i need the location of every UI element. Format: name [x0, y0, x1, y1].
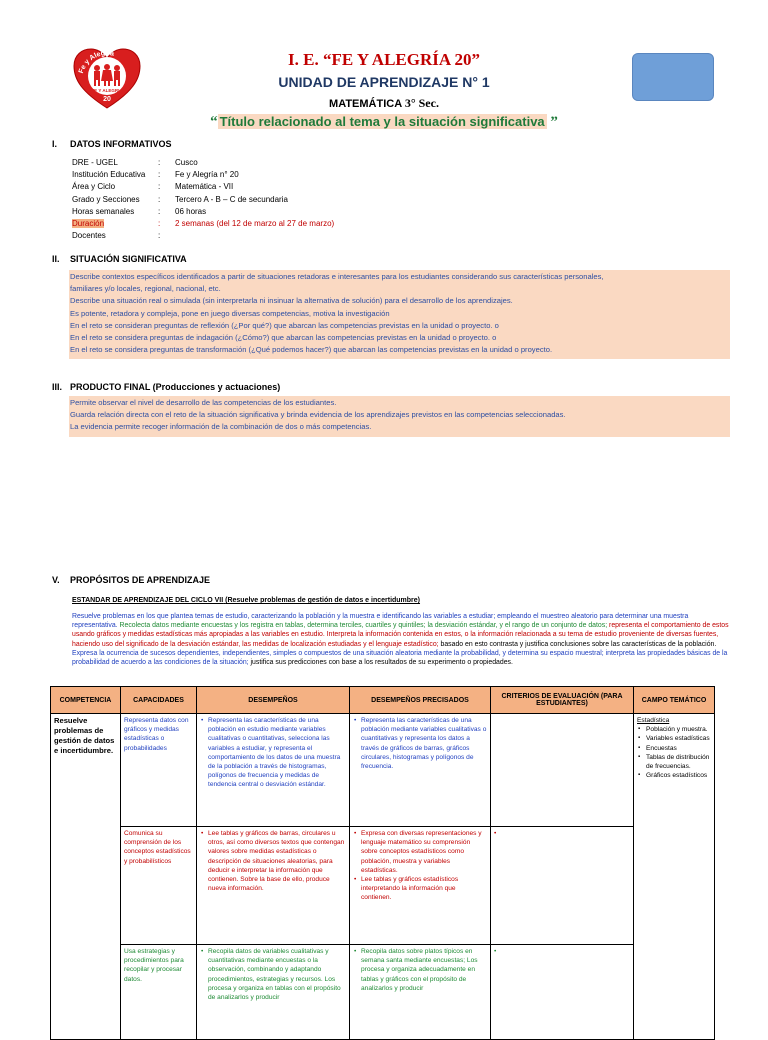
product-line: Permite observar el nivel de desarrollo de las competencias de los estudiantes.: [70, 398, 337, 407]
section-title: PROPÓSITOS DE APRENDIZAJE: [70, 575, 211, 585]
situation-line: En el reto se considera preguntas de transformación (¿Qué podemos hacer?) que abarcan las competencias previstas en la unidad o proyecto.: [70, 345, 553, 355]
list-item: ▪ Encuestas: [646, 744, 711, 753]
info-row: [72, 169, 334, 181]
info-value: 06 horas: [175, 206, 207, 216]
logo-top-text: Fe y Alegría: [77, 49, 115, 75]
criterio-cell: [491, 714, 634, 827]
capacidad-cell: Usa estrategias y procedimientos para recopilar y procesar datos.: [121, 945, 197, 1040]
desempeno-cell: [197, 714, 350, 827]
info-key: Duración: [72, 219, 105, 229]
grade-section: 3° Sec.: [404, 96, 439, 110]
capacidad-cell: Comunica su comprensión de los conceptos estadísticos y probabilísticos: [121, 827, 197, 945]
desc-part: representa el comportamiento de estos usando gráficos y medidas estadísticas más apropiadas a las variables en estudio. Interpreta la información contenida en estos, o la información relacionada a su tema de estudio proveniente de diversas fuentes, haciendo uso del significado de la desviación estándar, las medidas de localización estudiadas y el lenguaje estadístico;: [72, 622, 729, 648]
precisado-cell: [350, 714, 491, 827]
section-2-heading: [52, 254, 187, 264]
standard-title-text: ESTANDAR DE APRENDIZAJE DEL CICLO VII: [72, 597, 224, 604]
section-number: II.: [52, 254, 60, 264]
list-item: • Representa las características de una población en estudio mediante variables cualitativas o cuantitativas, selecciona las variables a estudiar, y representa el comportamiento de los datos de una muestra de la población a través de histogramas, polígonos de frecuencia y medidas de tendencia central o desviación estándar.: [208, 716, 346, 790]
info-row: [72, 194, 334, 206]
desc-part: Expresa la ocurrencia de sucesos dependientes, independientes, simples o compuestos de una situación aleatoria mediante la probabilidad, y determina su espacio muestral; interpreta las propiedades básicas de la probabilidad de acuerdo a las condiciones de la situación;: [72, 649, 728, 667]
desempeno-cell: [197, 827, 350, 945]
logo-number: 20: [103, 96, 111, 103]
list-item: • Recopila datos sobre platos típicos en semana santa mediante encuestas; Los procesa y organiza adecuadamente en tablas y gráficos con el propósito de analizarlos y producir: [361, 947, 487, 993]
info-row: [72, 206, 334, 218]
school-name: I. E. “FE Y ALEGRÍA 20”: [288, 50, 480, 69]
info-key: Horas semanales: [72, 206, 135, 216]
info-value: Fe y Alegría n° 20: [175, 170, 239, 180]
info-key: Área y Ciclo: [72, 182, 116, 192]
list-item: • Recopila datos de variables cualitativas y cuantitativas mediante encuestas o la observación, combinando y adaptando procedimientos, estrategias y recursos. Los procesa y organiza en tablas con el propósito de analizarlos y producir: [208, 947, 346, 1002]
list-item: • Expresa con diversas representaciones y lenguaje matemático su comprensión sobre conceptos estadísticos como población, muestra y variables estadísticas.: [361, 829, 487, 875]
capacidad-cell: Representa datos con gráficos y medidas estadísticas o probabilidades: [121, 714, 197, 827]
blue-box: [632, 53, 714, 101]
list-item: • Lee tablas y gráficos de barras, circulares u otros, así como diversos textos que contengan valores sobre medidas estadísticas o descripción de situaciones aleatorias, para deducir e interpretar la información que contienen. Sobre la base de ello, produce nueva información.: [208, 829, 346, 893]
list-item: ▪ Gráficos estadísticos: [646, 771, 711, 780]
situation-line: En el reto se consideran preguntas de reflexión (¿Por qué?) que abarcan las competencias previstas en la unidad o proyecto. o: [70, 320, 499, 330]
desc-part: Resuelve problemas en los que plantea temas de estudio, caracterizando la población y la muestra e identificando las variables a estudiar; empleando el muestreo aleatorio para determinar una muestra representativa.: [72, 613, 689, 630]
situation-line: familiares y/o locales, regional, nacional, etc.: [70, 284, 221, 294]
info-sep: :: [158, 219, 161, 229]
section-title: DATOS INFORMATIVOS: [70, 139, 172, 149]
info-sep: :: [158, 170, 161, 180]
desc-part: justifica sus predicciones con base a los resultados de su experimento o propiedades.: [250, 659, 513, 667]
situation-line: Describe una situación real o simulada (sin interpretarla ni insinuar la alternativa de solución) para el desarrollo de los aprendizajes.: [70, 296, 513, 306]
criterio-cell: •: [491, 827, 634, 945]
info-key: Grado y Secciones: [72, 194, 140, 204]
info-key: Docentes: [72, 231, 106, 241]
table-row: [51, 714, 715, 827]
info-list: [72, 157, 334, 242]
situation-line: Describe contextos específicos identificados a partir de situaciones retadoras e interesantes para los estudiantes considerando sus características personales,: [70, 272, 604, 281]
section-number: V.: [52, 575, 60, 585]
info-sep: :: [158, 206, 161, 216]
situation-line: En el reto se considera preguntas de indagación (¿Cómo?) que abarcan las competencias previstas en la unidad o proyecto. o: [70, 333, 497, 343]
unit-title: UNIDAD DE APRENDIZAJE N° 1: [278, 74, 490, 90]
header-competencia: COMPETENCIA: [51, 687, 121, 714]
subject: MATEMÁTICA: [329, 98, 402, 110]
list-item: ▪ Tablas de distribución de frecuencias.: [646, 753, 711, 771]
campo-title: Estadística: [637, 717, 670, 724]
open-quote: “: [210, 114, 218, 130]
campo-cell: [634, 714, 715, 1040]
section-number: III.: [52, 382, 63, 392]
competencies-table: [50, 686, 715, 1040]
info-row: [72, 157, 334, 169]
product-box: [69, 396, 730, 437]
criterio-cell: •: [491, 945, 634, 1040]
section-title: SITUACIÓN SIGNIFICATIVA: [70, 254, 187, 264]
situation-box: [69, 270, 730, 359]
header-desempenos-precisados: DESEMPEÑOS PRECISADOS: [350, 687, 491, 714]
precisado-cell: [350, 827, 491, 945]
section-number: I.: [52, 139, 58, 149]
close-quote: ”: [546, 114, 558, 130]
list-item: • Lee tablas y gráficos estadísticos interpretando la información que contienen.: [361, 875, 487, 903]
header-capacidades: CAPACIDADES: [121, 687, 197, 714]
unit-title-placeholder: [0, 114, 768, 131]
info-value: Tercero A - B – C de secundaria: [175, 194, 288, 204]
info-value: 2 semanas (del 12 de marzo al 27 de marzo): [175, 219, 335, 229]
product-line: La evidencia permite recoger información de la combinación de dos o más competencias.: [70, 422, 372, 432]
precisado-cell: [350, 945, 491, 1040]
info-sep: :: [158, 231, 161, 241]
info-sep: :: [158, 194, 161, 204]
info-sep: :: [158, 182, 161, 192]
header-campo-tematico: CAMPO TEMÁTICO: [634, 687, 715, 714]
header-criterios: CRITERIOS DE EVALUACIÓN (PARA ESTUDIANTES): [491, 687, 634, 714]
product-line: Guarda relación directa con el reto de la situación significativa y brinda evidencia de los aprendizajes previstos en las competencias seleccionadas.: [70, 410, 566, 420]
section-title: PRODUCTO FINAL (Producciones y actuaciones): [70, 382, 281, 392]
info-key: DRE - UGEL: [72, 158, 118, 167]
table-row: [51, 945, 715, 1040]
desc-part: basado en esto contrasta y justifica conclusiones sobre las características de la población.: [440, 640, 717, 648]
standard-subtitle: (Resuelve problemas de gestión de datos e incertidumbre): [225, 597, 421, 604]
info-value: Matemática - VII: [175, 182, 234, 192]
header-desempenos: DESEMPEÑOS: [197, 687, 350, 714]
section-3-heading: [52, 382, 280, 392]
list-item: ▪ Variables estadísticas: [646, 734, 711, 743]
title-placeholder: Título relacionado al tema y la situación significativa: [219, 114, 545, 129]
info-key: Institución Educativa: [72, 170, 146, 180]
table-header-row: [51, 687, 715, 714]
desc-part: Recolecta datos mediante encuestas y los registra en tablas, determina terciles, cuartiles y quintiles; la desviación estándar, y el rango de un conjunto de datos;: [119, 622, 608, 630]
list-item: • Representa las características de una población mediante variables cualitativas o cuantitativas y representa los datos a través de gráficos de barras, gráficos circulares, histogramas y polígonos de frecuencia.: [361, 716, 487, 771]
table-row: [51, 827, 715, 945]
competencia-cell: Resuelve problemas de gestión de datos e incertidumbre.: [51, 714, 121, 1040]
info-row: [72, 181, 334, 193]
info-value: Cusco: [175, 158, 198, 167]
list-item: ▪ Población y muestra.: [646, 725, 711, 734]
section-1-heading: [52, 139, 172, 149]
info-row: [72, 230, 334, 242]
logo-bottom-text: FE Y ALEGRIA: [91, 88, 123, 93]
info-sep: :: [158, 158, 161, 167]
section-5-heading: [52, 575, 210, 585]
standard-title: [72, 597, 420, 604]
desempeno-cell: [197, 945, 350, 1040]
info-row-duration: [72, 218, 334, 230]
situation-line: Es potente, retadora y compleja, pone en juego diversas competencias, motiva la investigación: [70, 308, 390, 318]
standard-description: [72, 612, 732, 667]
